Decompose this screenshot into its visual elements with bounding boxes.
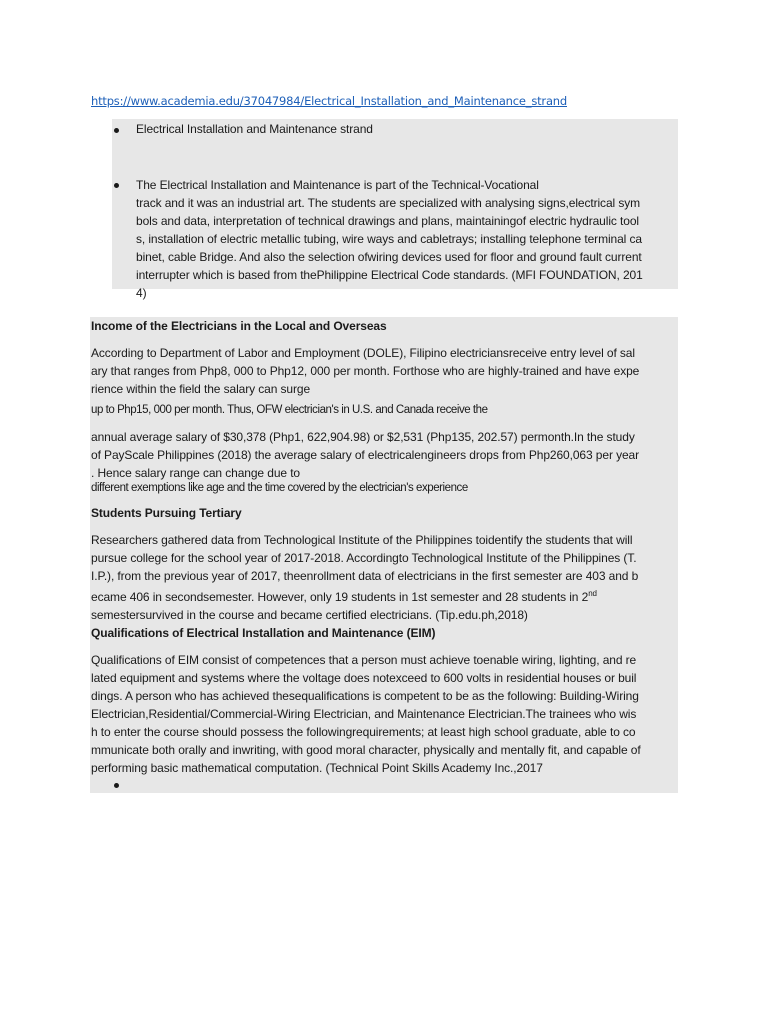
qualifications-line: lated equipment and systems where the voltage does notexceed to 600 volts in residential houses or buil [91,671,637,685]
income-paragraph-1 [91,344,639,398]
income-line: rience within the field the salary can surge [91,382,311,396]
bullet-1-marker [114,128,119,133]
bullet-2-line: 4) [136,286,147,300]
bullet-1-text: Electrical Installation and Maintenance strand [136,122,373,136]
bullet-2-line: binet, cable Bridge. And also the selection ofwiring devices used for floor and ground fault current [136,250,642,264]
bullet-2-marker [114,183,119,188]
qualifications-heading: Qualifications of Electrical Installation and Maintenance (EIM) [91,626,436,640]
income-paragraph-3 [91,428,639,482]
tertiary-line: semestersurvived in the course and became certified electricians. (Tip.edu.ph,2018) [91,608,528,622]
qualifications-line: Electrician,Residential/Commercial-Wiring Electrician, and Maintenance Electrician.The trainees who wis [91,707,637,721]
income-line: annual average salary of $30,378 (Php1, 622,904.98) or $2,531 (Php135, 202.57) permonth.In the study [91,430,635,444]
tertiary-line: I.P.), from the previous year of 2017, theenrollment data of electricians in the first semester are 403 and b [91,569,639,583]
income-paragraph-4: different exemptions like age and the time covered by the electrician's experience [91,482,468,494]
qualifications-line: performing basic mathematical computation. (Technical Point Skills Academy Inc.,2017 [91,761,543,775]
bullet-2-line: track and it was an industrial art. The students are specialized with analysing signs,electrical sym [136,196,641,210]
bullet-2-line: s, installation of electric metallic tubing, wire ways and cabletrays; installing telephone terminal ca [136,232,642,246]
bullet-2-line: bols and data, interpretation of technical drawings and plans, maintainingof electric hydraulic tool [136,214,639,228]
qualifications-line: Qualifications of EIM consist of competences that a person must achieve toenable wiring, lighting, and re [91,653,637,667]
income-line: ary that ranges from Php8, 000 to Php12, 000 per month. Forthose who are highly-trained and have expe [91,364,640,378]
qualifications-line: mmunicate both orally and inwriting, with good moral character, physically and mentally fit, and capable of [91,743,641,757]
bullet-2-line: interrupter which is based from thePhilippine Electrical Code standards. (MFI FOUNDATION, 201 [136,268,643,282]
income-line: According to Department of Labor and Employment (DOLE), Filipino electriciansreceive entry level of sal [91,346,635,360]
income-paragraph-2: up to Php15, 000 per month. Thus, OFW electrician's in U.S. and Canada receive the [91,404,488,416]
tertiary-line [91,585,638,606]
empty-bullet-marker [114,783,119,788]
superscript-nd: nd [588,589,597,598]
income-line: . Hence salary range can change due to [91,466,301,480]
tertiary-line: pursue college for the school year of 2017-2018. Accordingto Technological Institute of the Philippines (T. [91,551,637,565]
source-link[interactable]: https://www.academia.edu/37047984/Electrical_Installation_and_Maintenance_strand [91,94,567,108]
qualifications-line: dings. A person who has achieved thesequalifications is competent to be as the following: Building-Wiring [91,689,639,703]
income-line: of PayScale Philippines (2018) the average salary of electricalengineers drops from Php260,063 per year [91,448,640,462]
tertiary-heading: Students Pursuing Tertiary [91,506,242,520]
income-heading: Income of the Electricians in the Local and Overseas [91,319,387,333]
qualifications-paragraph [91,651,641,777]
bullet-2-line: The Electrical Installation and Maintenance is part of the Technical-Vocational [136,178,539,192]
bullet-2-text [136,176,643,302]
tertiary-line: Researchers gathered data from Technological Institute of the Philippines toidentify the students that will [91,533,633,547]
qualifications-line: h to enter the course should possess the followingrequirements; at least high school graduate, able to co [91,725,636,739]
tertiary-line-text: ecame 406 in secondsemester. However, only 19 students in 1st semester and 28 students in 2 [91,590,589,604]
tertiary-paragraph [91,531,638,624]
